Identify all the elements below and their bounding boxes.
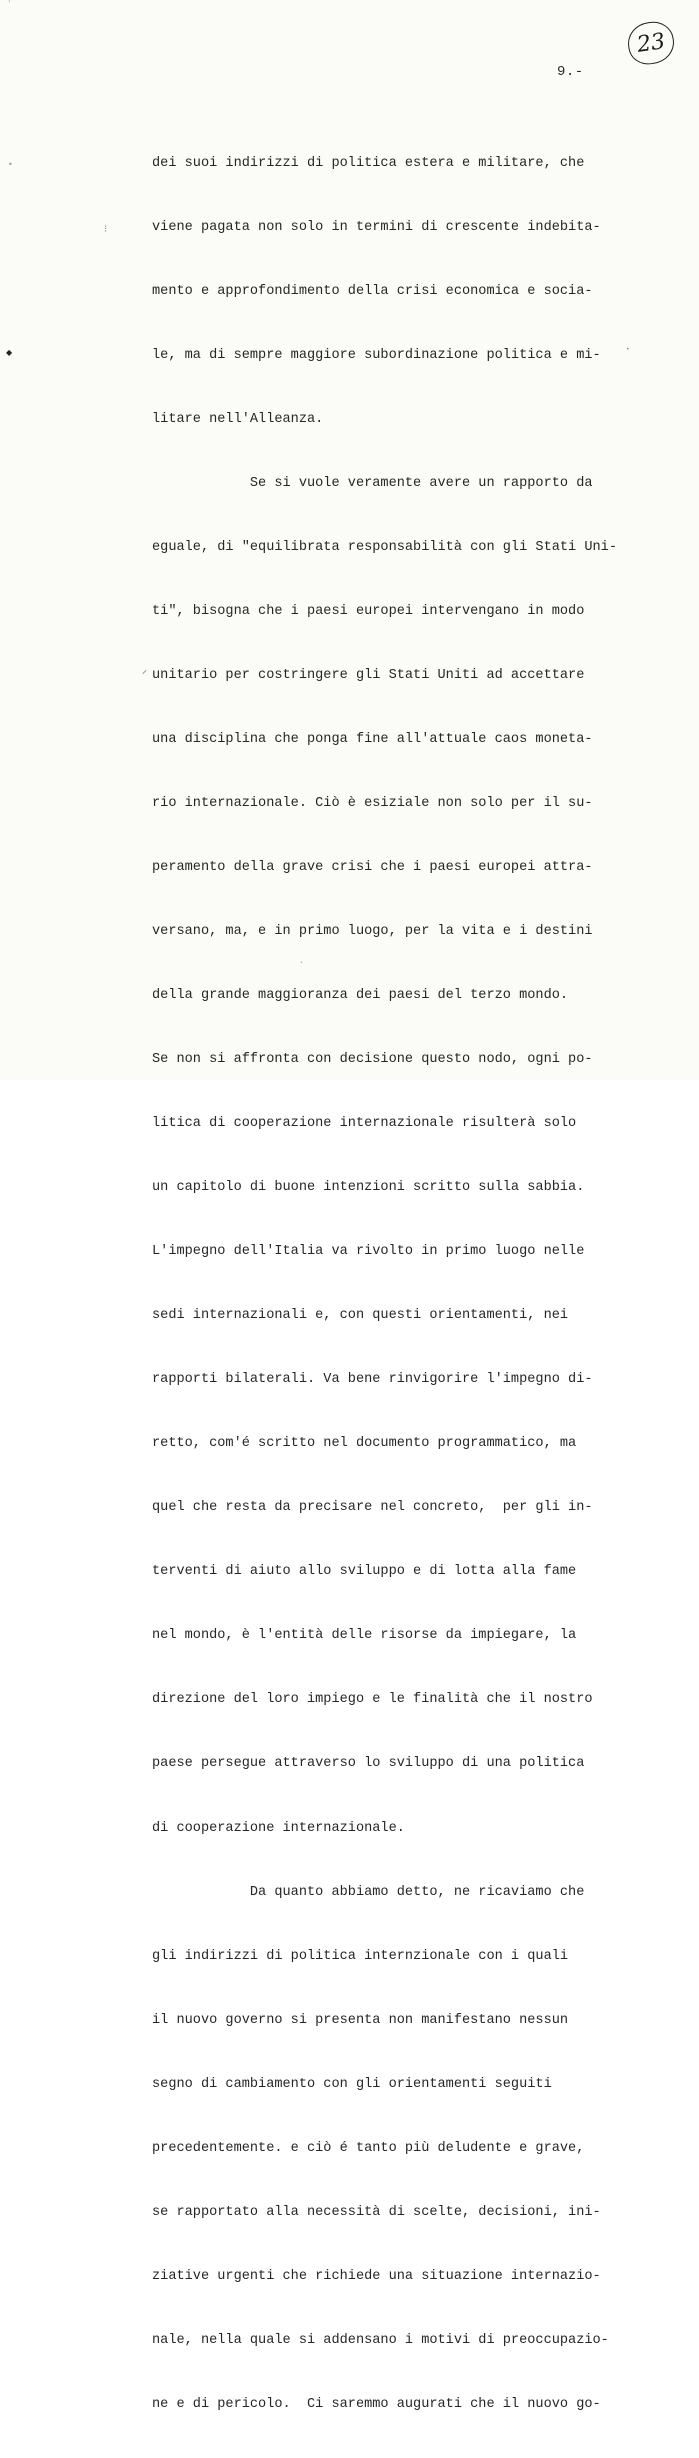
text-line: direzione del loro impiego e le finalità che il nostro [152,1692,593,1708]
text-line: Se si vuole veramente avere un rapporto da [152,475,593,491]
text-line: sedi internazionali e, con questi orientamenti, nei [152,1308,569,1324]
page-number: 9.- [557,64,584,80]
text-line: un capitolo di buone intenzioni scritto sulla sabbia. [152,1180,585,1196]
margin-mark: • [626,346,630,353]
margin-mark: • [8,160,13,169]
text-line: gli indirizzi di politica internzionale con i quali [152,1948,569,1964]
text-line: se rapportato alla necessità di scelte, decisioni, ini- [152,2204,601,2220]
text-line: nale, nella quale si addensano i motivi di preoccupazio- [152,2332,609,2348]
text-line: precedentemente. e ciò é tanto più deludente e grave, [152,2140,585,2156]
text-line: quel che resta da precisare nel concreto, per gli in- [152,1500,593,1516]
stamp-number: 23 [635,28,667,58]
text-line: rio internazionale. Ciò è esiziale non solo per il su- [152,796,593,811]
margin-mark: ⁝ [104,224,108,235]
text-line: litare nell'Alleanza. [152,411,324,427]
text-line: paese persegue attraverso lo sviluppo di una politica [152,1756,585,1772]
text-line: dei suoi indirizzi di politica estera e militare, che [152,155,585,171]
text-line: retto, com'é scritto nel documento programmatico, ma [152,1436,577,1452]
margin-mark: ˈ [8,0,11,10]
typed-text-block [152,110,617,2458]
text-line: nel mondo, è l'entità delle risorse da impiegare, la [152,1628,577,1644]
text-line: ti", bisogna che i paesi europei intervengano in modo [152,603,585,619]
margin-mark: ⸝ [142,665,147,676]
page-stamp [625,19,676,67]
text-line: ziative urgenti che richiede una situazione internazio- [152,2268,601,2284]
text-line: di cooperazione internazionale. [152,1820,405,1836]
text-line: ne e di pericolo. Ci saremmo augurati che il nuovo go- [152,2396,601,2412]
text-line: segno di cambiamento con gli orientamenti seguiti [152,2076,552,2092]
text-line: il nuovo governo si presenta non manifestano nessun [152,2012,569,2028]
text-line: rapporti bilaterali. Va bene rinvigorire l'impegno di- [152,1372,593,1388]
text-line: mento e approfondimento della crisi economica e socia- [152,283,593,299]
text-line: L'impegno dell'Italia va rivolto in primo luogo nelle [152,1244,585,1260]
text-line: le, ma di sempre maggiore subordinazione politica e mi- [152,347,601,363]
text-line: litica di cooperazione internazionale risulterà solo [152,1116,577,1132]
margin-mark: • [300,960,303,966]
text-line: viene pagata non solo in termini di crescente indebita- [152,219,601,235]
text-line: della grande maggioranza dei paesi del terzo mondo. [152,988,569,1004]
text-line: unitario per costringere gli Stati Uniti ad accettare [152,667,585,683]
text-line: peramento della grave crisi che i paesi europei attra- [152,860,593,876]
text-line: terventi di aiuto allo sviluppo e di lotta alla fame [152,1564,577,1580]
text-line: Da quanto abbiamo detto, ne ricaviamo che [152,1884,585,1900]
text-line: Se non si affronta con decisione questo nodo, ogni po- [152,1052,593,1068]
text-line: versano, ma, e in primo luogo, per la vita e i destini [152,924,593,940]
text-line: eguale, di "equilibrata responsabilità con gli Stati Uni- [152,539,617,555]
text-line: una disciplina che ponga fine all'attuale caos moneta- [152,731,593,747]
margin-mark: ◆ [6,348,13,357]
